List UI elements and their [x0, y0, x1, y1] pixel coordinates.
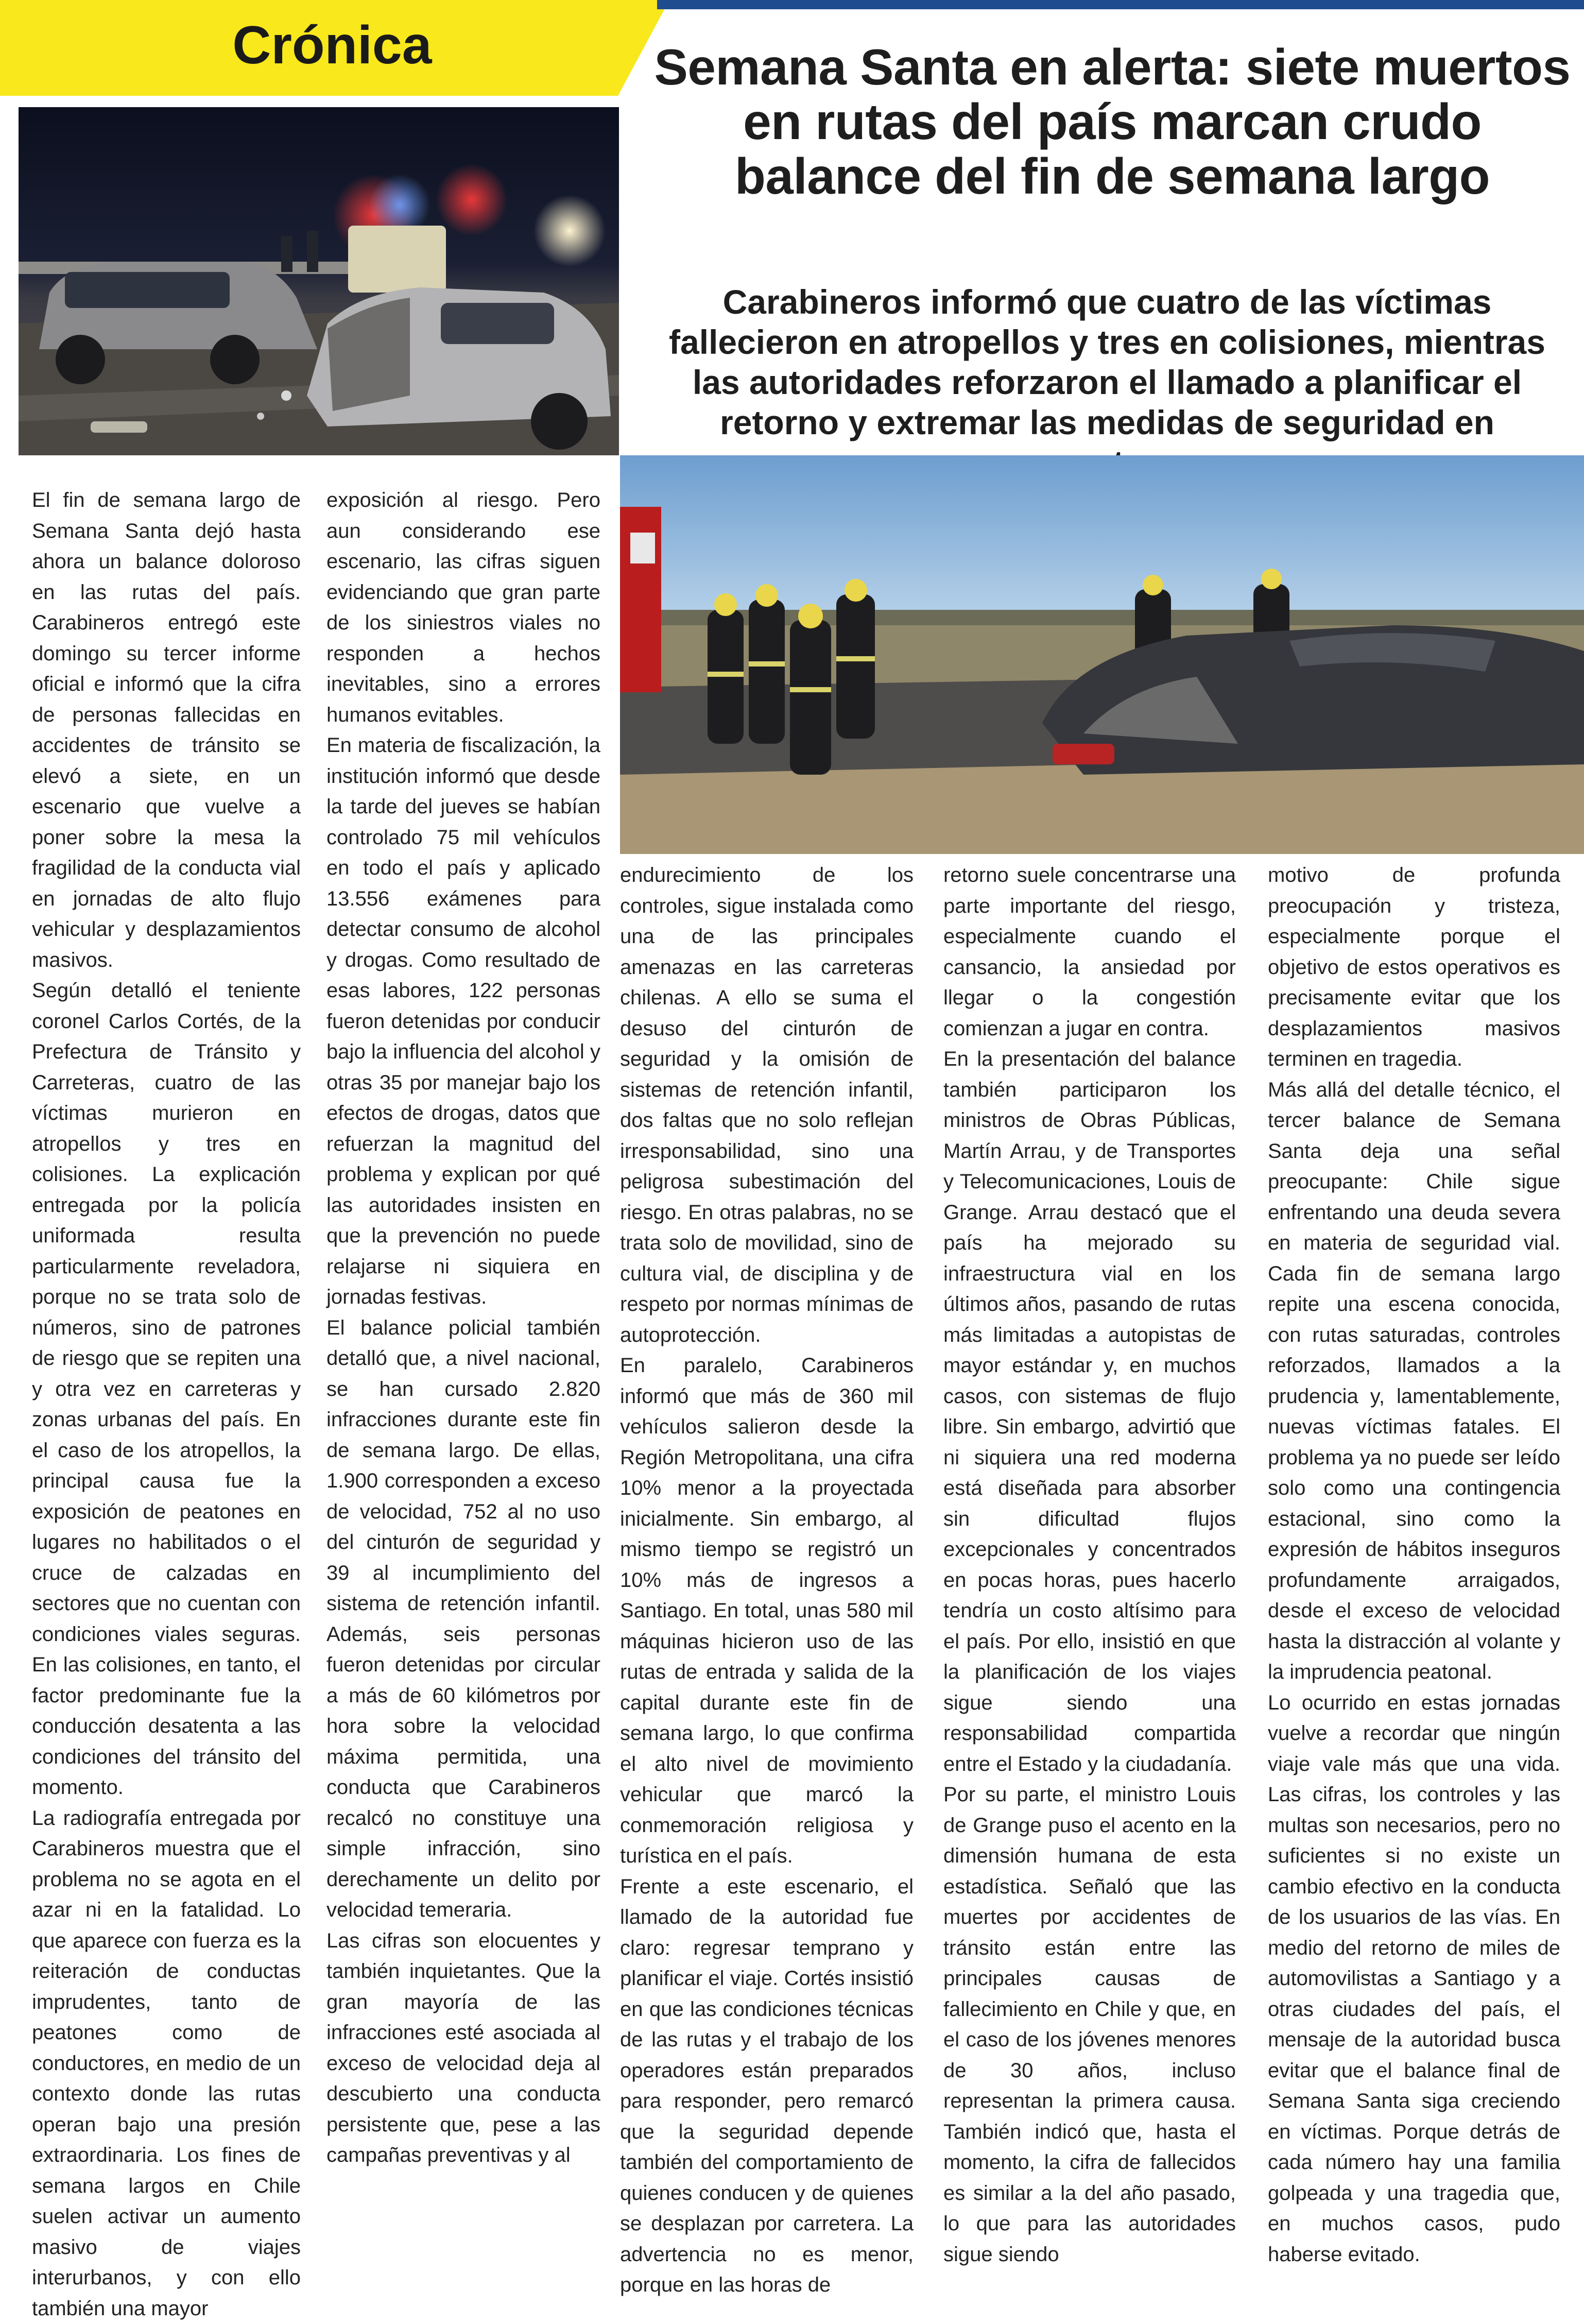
paragraph: El balance policial también detalló que, a nivel nacional, se han cursado 2.820 infracciones durante este fin de semana largo. De ellas, 1.900 corresponden a exceso de velocidad, 752 al no uso del cinturón de seguridad y 39 al incumplimiento del sistema de retención infantil. Además, seis personas fueron detenidas por circular a más de 60 kilómetros por hora sobre la velocidad máxima permitida, una conducta que Carabineros recalcó no constituye una simple infracción, sino derechamente un delito por velocidad temeraria.: [326, 1313, 600, 1926]
paragraph: motivo de profunda preocupación y tristeza, especialmente porque el objetivo de estos operativos es precisamente evitar que los desplazamientos masivos terminen en tragedia.: [1268, 860, 1560, 1075]
crash-night-photo: [19, 107, 619, 455]
paragraph: Las cifras son elocuentes y también inquietantes. Que la gran mayoría de las infracciones esté asociada al exceso de velocidad deja al descubierto una conducta persistente que, pese a las campañas preventivas y al: [326, 1926, 600, 2171]
paragraph: En paralelo, Carabineros informó que más de 360 mil vehículos salieron desde la Región Metropolitana, una cifra 10% menor a la proyectada inicialmente. Sin embargo, al mismo tiempo se registró un 10% más de ingresos a Santiago. En total, unas 580 mil máquinas hicieron uso de las rutas de entrada y salida de la capital durante este fin de semana largo, lo que confirma el alto nivel de movimiento vehicular que marcó la conmemoración religiosa y turística en el país.: [620, 1351, 914, 1872]
article-column-2: [326, 485, 600, 2171]
paragraph: El fin de semana largo de Semana Santa dejó hasta ahora un balance doloroso en las rutas del país. Carabineros entregó este domingo su tercer informe oficial e informó que la cifra de personas fallecidas en accidentes de tránsito se elevó a siete, en un escenario que vuelve a poner sobre la mesa la fragilidad de la conducta vial en jornadas de alto flujo vehicular y desplazamientos masivos.: [32, 485, 301, 976]
paragraph: Por su parte, el ministro Louis de Grange puso el acento en la dimensión humana de esta estadística. Señaló que las muertes por accidentes de tránsito están entre las principales causas de fallecimiento en Chile y que, en el caso de los jóvenes menores de 30 años, incluso representan la primera causa. También indicó que, hasta el momento, la cifra de fallecidos es similar a la del año pasado, lo que para las autoridades sigue siendo: [943, 1780, 1236, 2270]
paragraph: exposición al riesgo. Pero aun considerando ese escenario, las cifras siguen evidenciando que gran parte de los siniestros viales no responden a hechos inevitables, sino a errores humanos evitables.: [326, 485, 600, 730]
paragraph: En la presentación del balance también participaron los ministros de Obras Públicas, Martín Arrau, y de Transportes y Telecomunicaciones, Louis de Grange. Arrau destacó que el país ha mejorado su infraestructura vial en los últimos años, pasando de rutas más limitadas a autopistas de mayor estándar y, en muchos casos, con sistemas de flujo libre. Sin embargo, advirtió que ni siquiera una red moderna está diseñada para absorber sin dificultad flujos excepcionales y concentrados en pocas horas, pues hacerlo tendría un costo altísimo para el país. Por ello, insistió en que la planificación de los viajes sigue siendo una responsabilidad compartida entre el Estado y la ciudadanía.: [943, 1044, 1236, 1780]
paragraph: Más allá del detalle técnico, el tercer balance de Semana Santa deja una señal preocupante: Chile sigue enfrentando una deuda severa en materia de seguridad vial. Cada fin de semana largo repite una escena conocida, con rutas saturadas, controles reforzados, llamados a la prudencia y, lamentablemente, nuevas víctimas fatales. El problema ya no puede ser leído solo como una contingencia estacional, sino como la expresión de hábitos inseguros profundamente arraigados, desde el exceso de velocidad hasta la distracción al volante y la imprudencia peatonal.: [1268, 1075, 1560, 1688]
paragraph: Frente a este escenario, el llamado de la autoridad fue claro: regresar temprano y planificar el viaje. Cortés insistió en que las condiciones técnicas de las rutas y el trabajo de los operadores están preparados para responder, pero remarcó que la seguridad depende también del comportamiento de quienes conducen y de quienes se desplazan por carretera. La advertencia no es menor, porque en las horas de: [620, 1872, 914, 2301]
paragraph: La radiografía entregada por Carabineros muestra que el problema no se agota en el azar ni en la fatalidad. Lo que aparece con fuerza es la reiteración de conductas imprudentes, tanto de peatones como de conductores, en medio de un contexto donde las rutas operan bajo una presión extraordinaria. Los fines de semana largos en Chile suelen activar un aumento masivo de viajes interurbanos, y con ello también una mayor: [32, 1803, 301, 2324]
section-label: Crónica: [0, 19, 664, 72]
header-rule: [657, 0, 1584, 9]
headline: Semana Santa en alerta: siete muertos en rutas del país marcan crudo balance del fin de semana largo: [654, 40, 1571, 203]
article-column-1: [32, 485, 301, 2324]
article-column-5: [1268, 860, 1560, 2270]
article-column-4: [943, 860, 1236, 2270]
paragraph: Lo ocurrido en estas jornadas vuelve a recordar que ningún viaje vale más que una vida. Las cifras, los controles y las multas son necesarios, pero no suficientes si no existe un cambio efectivo en la conducta de los usuarios de las vías. En medio del retorno de miles de automovilistas a Santiago y a otras ciudades del país, el mensaje de la autoridad busca evitar que el balance final de Semana Santa siga creciendo en víctimas. Porque detrás de cada número hay una familia golpeada y una tragedia que, en muchos casos, pudo haberse evitado.: [1268, 1688, 1560, 2270]
paragraph: endurecimiento de los controles, sigue instalada como una de las principales amenazas en las carreteras chilenas. A ello se suma el desuso del cinturón de seguridad y la omisión de sistemas de retención infantil, dos faltas que no solo reflejan irresponsabilidad, sino una peligrosa subestimación del riesgo. En otras palabras, no se trata solo de movilidad, sino de cultura vial, de disciplina y de respeto por normas mínimas de autoprotección.: [620, 860, 914, 1351]
paragraph: Según detalló el teniente coronel Carlos Cortés, de la Prefectura de Tránsito y Carreteras, cuatro de las víctimas murieron en atropellos y tres en colisiones. La explicación entregada por la policía uniformada resulta particularmente reveladora, porque no se trata solo de números, sino de patrones de riesgo que se repiten una y otra vez en carreteras y zonas urbanas del país. En el caso de los atropellos, la principal causa fue la exposición de peatones en lugares no habilitados o el cruce de calzadas en sectores que no cuentan con condiciones viales seguras. En las colisiones, en tanto, el factor predominante fue la conducción desatenta a las condiciones del tránsito del momento.: [32, 976, 301, 1803]
paragraph: En materia de fiscalización, la institución informó que desde la tarde del jueves se habían controlado 75 mil vehículos en todo el país y aplicado 13.556 exámenes para detectar consumo de alcohol y drogas. Como resultado de esas labores, 122 personas fueron detenidas por conducir bajo la influencia del alcohol y otras 35 por manejar bajo los efectos de drogas, datos que refuerzan la magnitud del problema y explican por qué las autoridades insisten en que la prevención no puede relajarse ni siquiera en jornadas festivas.: [326, 730, 600, 1313]
subhead: Carabineros informó que cuatro de las víctimas fallecieron en atropellos y tres en colisiones, mientras las autoridades reforzaron el llamado a planificar el retorno y extremar las medidas de seguridad en: [644, 282, 1571, 483]
paragraph: retorno suele concentrarse una parte importante del riesgo, especialmente cuando el cansancio, la ansiedad por llegar o la congestión comienzan a jugar en contra.: [943, 860, 1236, 1044]
article-column-3: [620, 860, 914, 2301]
firefighters-photo: [620, 455, 1584, 854]
